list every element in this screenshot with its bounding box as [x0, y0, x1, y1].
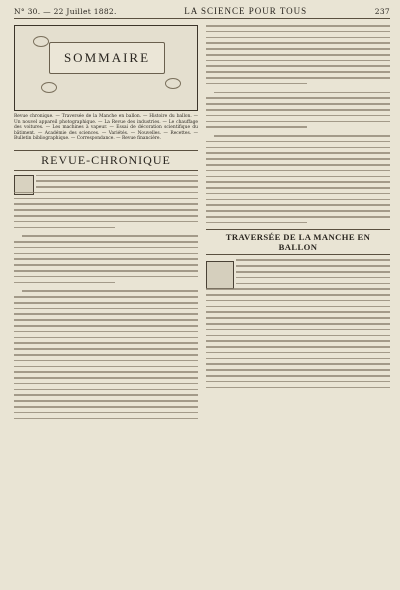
text-line	[14, 247, 198, 249]
text-line	[14, 337, 198, 339]
text-line	[206, 42, 390, 44]
text-line	[206, 204, 390, 206]
text-line	[206, 71, 390, 73]
text-line	[36, 175, 198, 177]
left-column	[14, 25, 198, 423]
text-line	[14, 198, 198, 200]
ornament-icon	[33, 36, 49, 47]
text-line	[206, 54, 390, 56]
text-line	[36, 186, 198, 188]
text-line	[206, 65, 390, 67]
text-line	[206, 311, 390, 313]
text-line	[206, 83, 307, 85]
text-line	[14, 371, 198, 373]
page-header	[14, 6, 390, 19]
text-line	[14, 302, 198, 304]
text-line	[14, 241, 198, 243]
text-line	[206, 369, 390, 371]
text-line	[14, 296, 198, 298]
text-line	[14, 342, 198, 344]
text-line	[206, 77, 390, 79]
text-line	[206, 346, 390, 348]
text-line	[206, 37, 390, 39]
text-line	[236, 283, 390, 285]
text-line	[206, 103, 390, 105]
text-line	[206, 335, 390, 337]
text-line	[206, 306, 390, 308]
text-line	[206, 352, 390, 354]
text-line	[14, 383, 198, 385]
text-line	[206, 147, 390, 149]
ornament-icon	[41, 82, 57, 93]
text-line	[14, 377, 198, 379]
sommaire-text: Revue chronique. — Traversée de la Manche en ballon. — Histoire du ballon. — Un nouvel appareil photographique. — La Revue des industries. — Le chauffage des voitures. — Les machines à vapeur. — Essai de décoration scientifique du bâtiment. — Académie des sciences. — Variétés. — Nouvelles. — Recettes. — Bulletin bibliographique. — Correspondance. — Revue financière.	[14, 114, 198, 141]
text-line	[14, 319, 198, 321]
text-line	[206, 199, 390, 201]
sommaire-banner	[14, 25, 198, 111]
article-body-continued	[206, 25, 390, 223]
section-heading-traversee: TRAVERSÉE DE LA MANCHE EN BALLON	[206, 229, 390, 255]
text-line	[214, 92, 390, 94]
text-line	[14, 360, 198, 362]
text-line	[14, 258, 198, 260]
text-line	[214, 135, 390, 137]
text-line	[206, 97, 390, 99]
text-line	[206, 170, 390, 172]
text-line	[236, 265, 390, 267]
text-line	[206, 193, 390, 195]
text-line	[14, 406, 198, 408]
text-line	[206, 363, 390, 365]
text-line	[206, 288, 390, 290]
text-line	[206, 176, 390, 178]
text-line	[14, 308, 198, 310]
text-line	[206, 48, 390, 50]
text-line	[206, 181, 390, 183]
text-line	[206, 164, 390, 166]
article-body-traversee	[206, 259, 390, 388]
article-body-revue	[14, 175, 198, 420]
text-line	[14, 331, 198, 333]
text-line	[206, 375, 390, 377]
text-line	[14, 209, 198, 211]
text-line	[206, 152, 390, 154]
text-line	[206, 387, 390, 389]
text-line	[206, 158, 390, 160]
text-line	[206, 60, 390, 62]
text-line	[206, 300, 390, 302]
text-line	[206, 317, 390, 319]
text-line	[206, 222, 307, 224]
text-line	[14, 203, 198, 205]
text-line	[206, 210, 390, 212]
ornament-icon	[165, 78, 181, 89]
text-line	[14, 221, 198, 223]
text-line	[206, 121, 390, 123]
journal-title: LA SCIENCE POUR TOUS	[184, 6, 308, 16]
text-line	[14, 215, 198, 217]
text-line	[206, 294, 390, 296]
text-line	[206, 358, 390, 360]
text-line	[14, 412, 198, 414]
text-line	[206, 381, 390, 383]
text-line	[14, 366, 198, 368]
text-line	[14, 348, 198, 350]
text-line	[14, 394, 198, 396]
text-line	[206, 31, 390, 33]
right-column	[206, 25, 390, 423]
text-line	[14, 282, 115, 284]
text-line	[22, 290, 198, 292]
sommaire-title: SOMMAIRE	[49, 42, 165, 74]
text-line	[206, 323, 390, 325]
page-number: 237	[374, 7, 390, 16]
text-line	[14, 325, 198, 327]
text-line	[14, 276, 198, 278]
text-line	[206, 340, 390, 342]
text-line	[14, 389, 198, 391]
text-line	[14, 253, 198, 255]
text-line	[206, 115, 390, 117]
columns	[14, 25, 390, 423]
text-line	[236, 277, 390, 279]
text-line	[206, 109, 390, 111]
text-line	[14, 270, 198, 272]
text-line	[206, 25, 390, 27]
text-line	[36, 180, 198, 182]
text-line	[236, 259, 390, 261]
text-line	[236, 271, 390, 273]
text-line	[14, 418, 198, 420]
text-line	[14, 227, 115, 229]
text-line	[22, 235, 198, 237]
text-line	[206, 187, 390, 189]
text-line	[14, 354, 198, 356]
section-heading-revue: REVUE-CHRONIQUE	[14, 150, 198, 171]
text-line	[14, 192, 198, 194]
text-line	[206, 126, 307, 128]
text-line	[206, 216, 390, 218]
text-line	[206, 329, 390, 331]
text-line	[14, 313, 198, 315]
text-line	[14, 400, 198, 402]
issue-label: N° 30. — 22 Juillet 1882.	[14, 7, 117, 16]
text-line	[14, 264, 198, 266]
text-line	[206, 141, 390, 143]
